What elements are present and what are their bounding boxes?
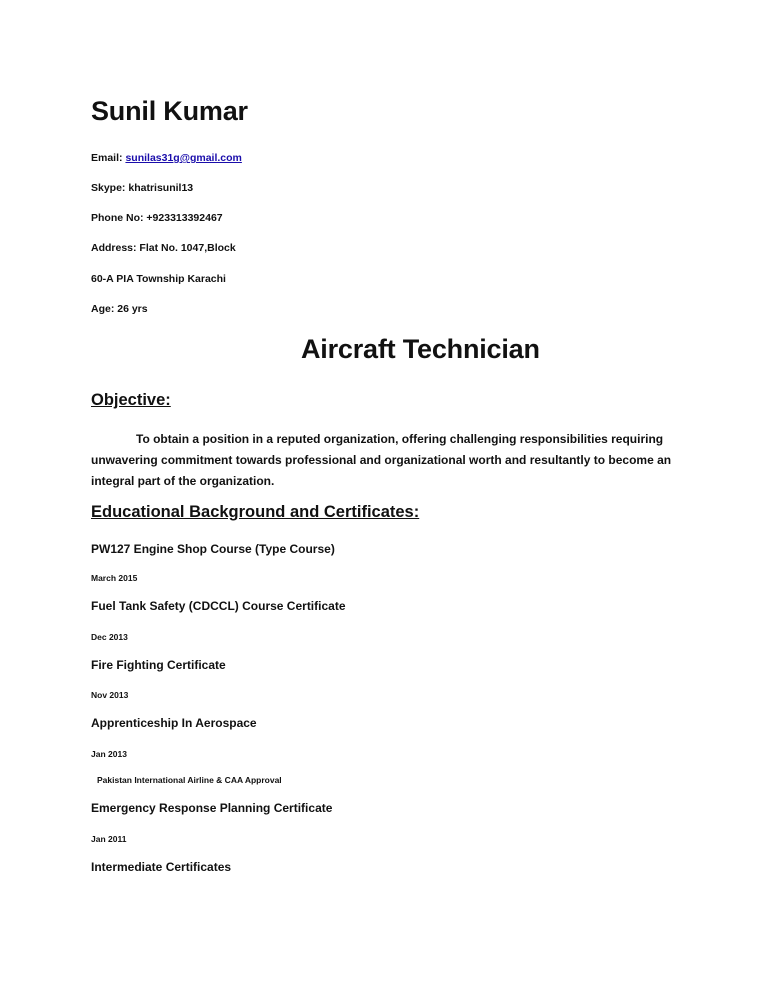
email-link[interactable]: sunilas31g@gmail.com [125, 152, 242, 164]
objective-text: To obtain a position in a reputed organization, offering challenging responsibilities requiring unwavering commitment towards professional and organizational worth and resultantly to become an integral part of the organization. [91, 432, 672, 488]
cert-note: Pakistan International Airline & CAA Approval [97, 775, 282, 785]
cert-title: Emergency Response Planning Certificate [91, 801, 333, 815]
email-line [91, 152, 242, 164]
cert-date: Dec 2013 [91, 632, 128, 642]
age-line: Age: 26 yrs [91, 303, 148, 315]
email-label: Email: [91, 152, 123, 164]
address-line-1: Address: Flat No. 1047,Block [91, 242, 236, 254]
cert-date: Jan 2013 [91, 749, 127, 759]
education-heading: Educational Background and Certificates: [91, 503, 420, 521]
skype-line: Skype: khatrisunil13 [91, 182, 194, 194]
cert-title: Fire Fighting Certificate [91, 658, 226, 672]
objective-heading: Objective: [91, 391, 171, 409]
cert-date: Nov 2013 [91, 690, 129, 700]
role-title: Aircraft Technician [301, 334, 540, 364]
cert-title: Apprenticeship In Aerospace [91, 716, 257, 730]
cert-date: March 2015 [91, 573, 138, 583]
cert-title: Fuel Tank Safety (CDCCL) Course Certificate [91, 599, 346, 613]
objective-paragraph [91, 429, 681, 492]
cert-title: PW127 Engine Shop Course (Type Course) [91, 542, 335, 556]
cert-date: Jan 2011 [91, 834, 127, 844]
address-line-2: 60-A PIA Township Karachi [91, 273, 226, 285]
phone-line: Phone No: +923313392467 [91, 212, 223, 224]
cert-title: Intermediate Certificates [91, 860, 232, 874]
candidate-name: Sunil Kumar [91, 96, 248, 126]
